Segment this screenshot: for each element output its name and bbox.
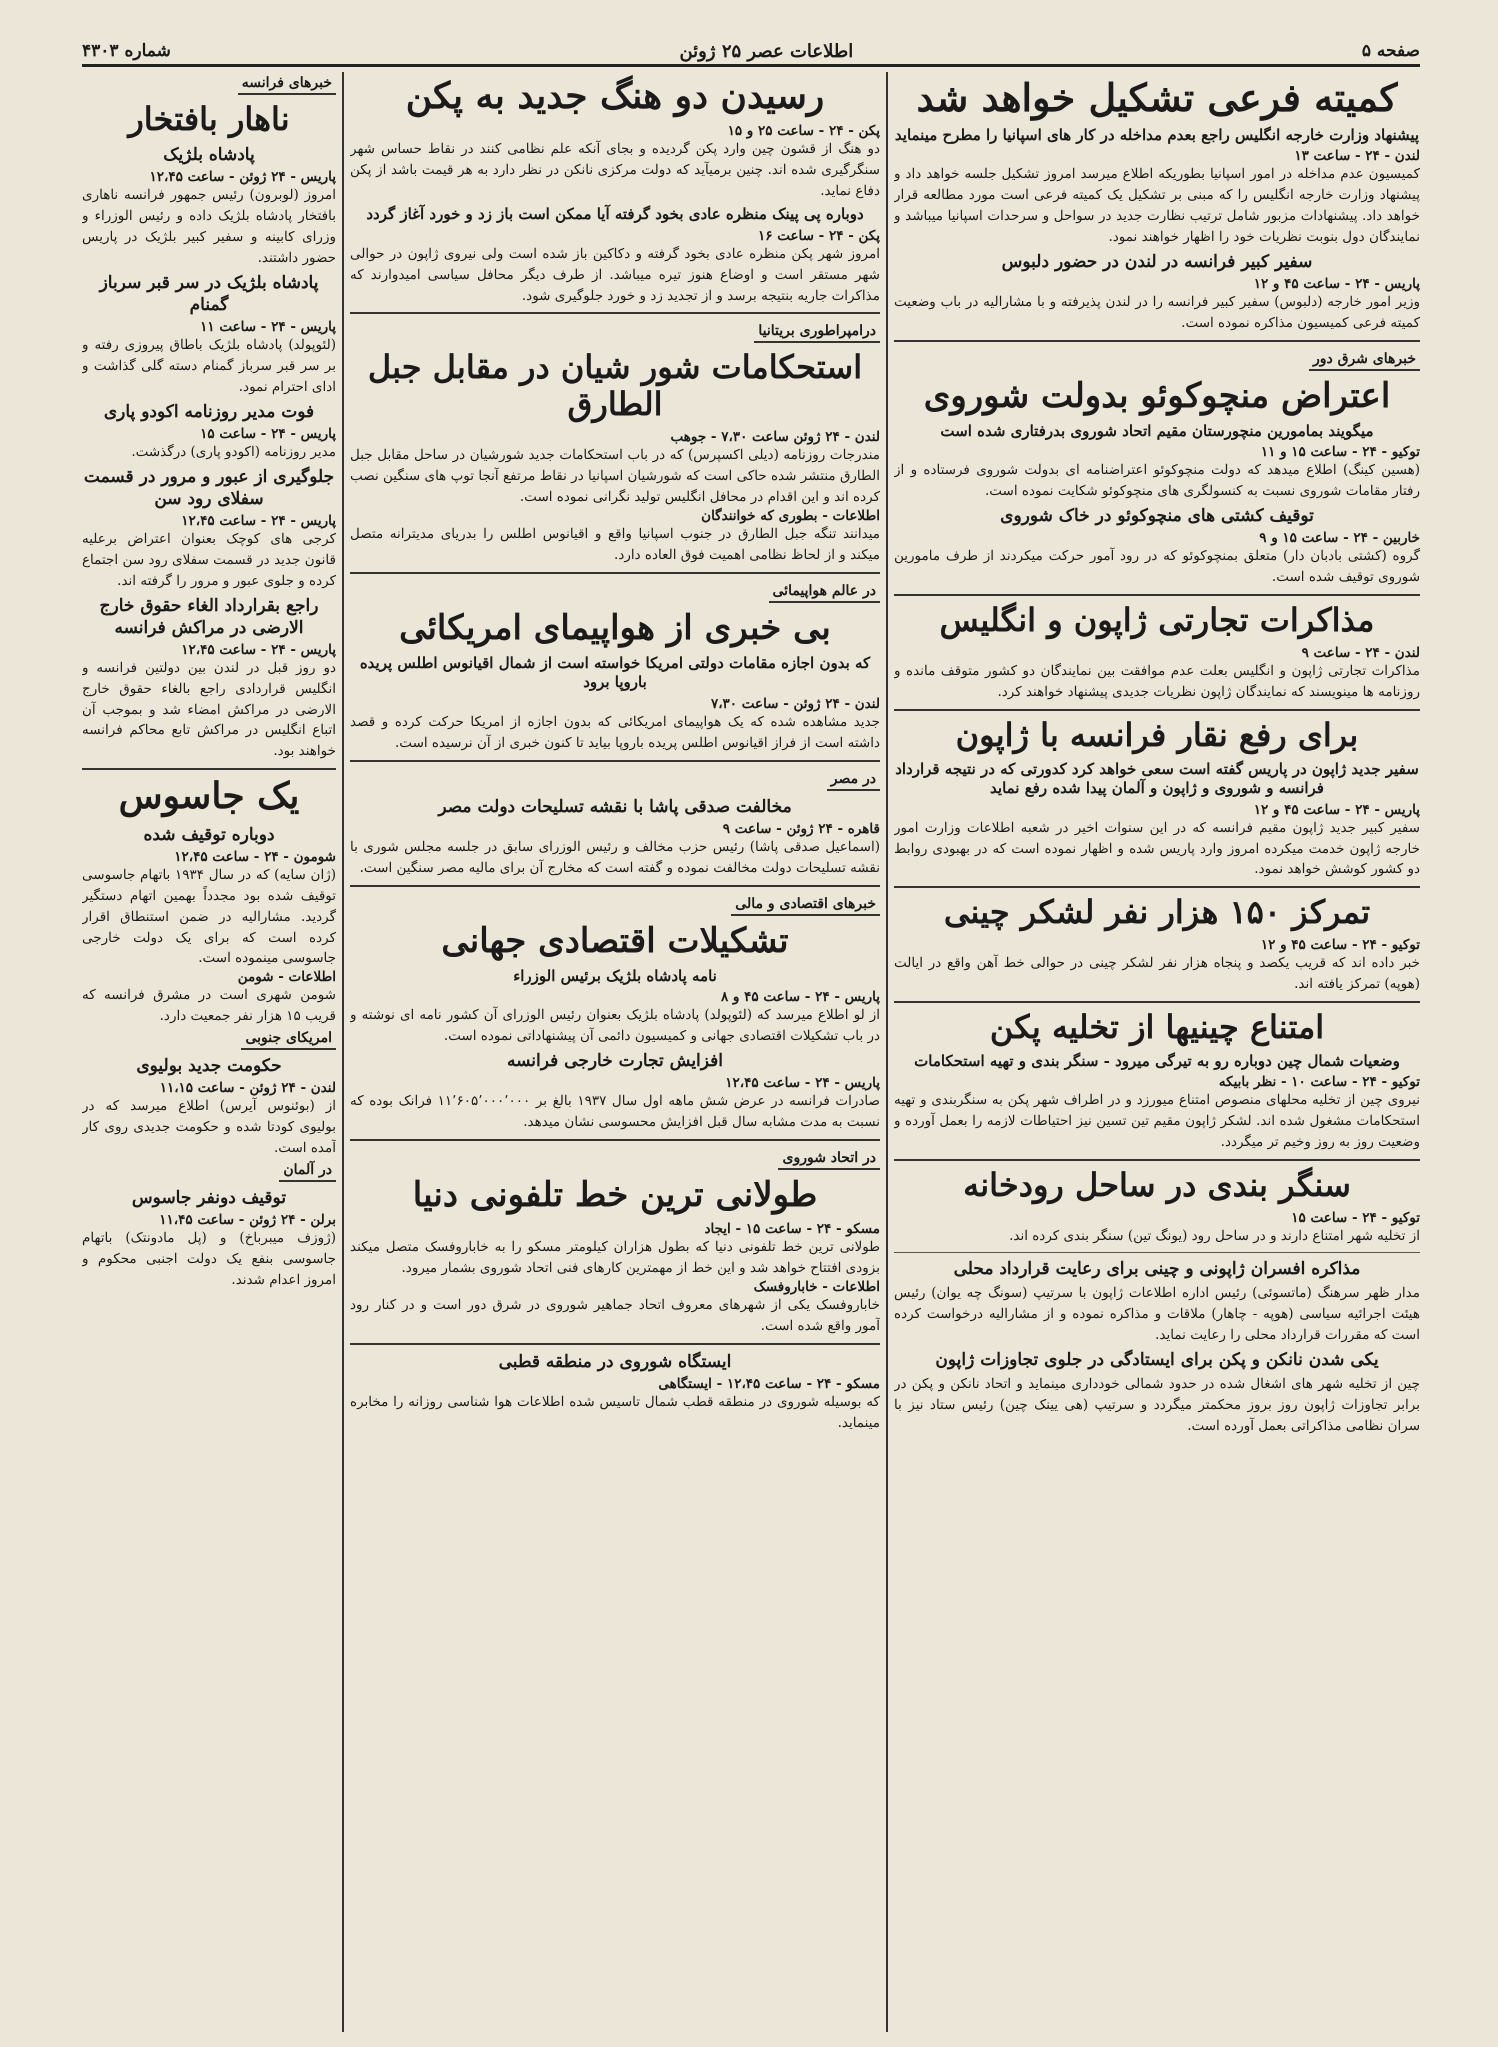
dateline: پاریس - ۲۴ - ساعت ۱۲،۴۵	[181, 641, 336, 658]
subhead: که بدون اجازه مقامات دولتی امریکا خواسته است از شمال اقیانوس اطلس پریده باروپا برود	[359, 653, 871, 692]
subhead: پیشنهاد وزارت خارجه انگلیس راجع بعدم مداخله در کار های اسپانیا را مطرح مینماید	[894, 125, 1420, 144]
headline: طولانی ترین خط تلفونی دنیا	[412, 1174, 818, 1215]
headline: مذاکرات تجارتی ژاپون و انگلیس	[939, 601, 1375, 640]
section-kicker: امریکای جنوبی	[241, 1030, 336, 1050]
note-head: اطلاعات - بطوری که خوانندگان	[701, 507, 880, 524]
subhead: راجع بقرارداد الغاء حقوق خارج الارضی در مراکش فرانسه	[99, 595, 319, 638]
column-divider	[886, 72, 888, 2032]
article-body: (ژان سایه) که در سال ۱۹۳۴ باتهام جاسوسی توقیف شده بود مجدداً بهمین اتهام دستگیر گردید. مشارالیه در ضمن استنطاق اقرار کرده است که برای یک دولت خارجی جاسوسی مینموده است.	[82, 866, 336, 967]
headline: ناهار بافتخار	[128, 100, 290, 138]
subhead: ایستگاه شوروی در منطقه قطبی	[498, 1351, 732, 1372]
section-rule	[894, 886, 1420, 888]
section-rule	[350, 1343, 880, 1345]
column-right	[894, 72, 1420, 2040]
article-body: از (بوئنوس آیرس) اطلاع میرسد که در بولیوی کودتا شده و حکومت جدیدی روی کار آمده است.	[82, 1098, 336, 1157]
dateline: پاریس - ۲۴ - ساعت ۱۲،۴۵	[725, 1075, 880, 1092]
subhead: فوت مدیر روزنامه اکودو پاری	[103, 401, 315, 422]
dateline: شومون - ۲۴ - ساعت ۱۲،۴۵	[174, 848, 336, 865]
subhead: توقیف کشتی های منچوکوئو در خاک شوروی	[1000, 506, 1314, 527]
section-kicker: در مصر	[827, 771, 880, 791]
article-body: کرجی های کوچک بعنوان اعتراض برعلیه قانون جدید در قسمت سفلای رود سن اجتماع کرده و جلوی عبور و مرور را گرفته اند.	[82, 530, 336, 589]
section-rule	[894, 1252, 1420, 1253]
dateline: پاریس - ۲۴ - ساعت ۴۵ و ۸	[720, 989, 880, 1006]
subhead: جلوگیری از عبور و مرور در قسمت سفلای رود سن	[83, 466, 335, 509]
column-left	[82, 72, 336, 2040]
headline: اعتراض منچوکوئو بدولت شوروی	[923, 375, 1391, 416]
section-kicker: در عالم هواپیمائی	[769, 583, 881, 603]
subhead: سفیر کبیر فرانسه در لندن در حضور دلبوس	[1001, 251, 1313, 272]
article-body: دو هنگ از قشون چین وارد پکن گردیده و بجای آنکه علم نظامی کنند در نقاط حساس شهر سنگرگیری شده اند. چنین برمیآید که دولت مرکزی نانکن در نظر دارد به هر قیمت باشد از پکن دفاع نماید.	[350, 141, 880, 200]
article-body: امروز شهر پکن منظره عادی بخود گرفته و دکاکین باز شده است ولی نیروی ژاپون در حوالی شهر مستقر است و اوضاع هنوز تیره میباشد. از طرف دیگر محافل سیاسی امیدوارند که مذاکرات جاریه بنتیجه برسد و از تجدید زد و خورد جلوگیری شود.	[350, 245, 880, 304]
article-body: چین از تخلیه شهر های اشغال شده در حدود شمالی خودداری مینماید و اتحاد نانکن و پکن در برابر تجاوزات ژاپون روز بروز محکمتر میگردد و سرتیپ (هی یینک چین) رئیس ستاد نیز با سران نظامی مذاکراتی بعمل آورده است.	[894, 1375, 1420, 1434]
subhead: سفیر جدید ژاپون در پاریس گفته است سعی خواهد کرد کدورتی که در نتیجه قرارداد فرانسه و شوروی و ژاپون و آلمان پیدا شده رفع نماید	[895, 759, 1419, 798]
subhead: مذاکره افسران ژاپونی و چینی برای رعایت قرارداد محلی	[953, 1258, 1361, 1279]
dateline: پاریس - ۲۴ ژوئن - ساعت ۱۲،۴۵	[149, 168, 336, 185]
article-body: (اسماعیل صدقی پاشا) رئیس حزب مخالف و رئیس الوزرای سابق در جلسه مجلس شوری با نقشه تسلیحات دولت مخالفت نموده و گفته است که مخارج آن برای مالیه مصر سنگین است.	[350, 838, 880, 876]
article-body: مدیر روزنامه (اکودو پاری) درگذشت.	[131, 443, 336, 460]
dateline: پکن - ۲۴ - ساعت ۱۶	[758, 227, 880, 244]
article-body: (هسین کینگ) اطلاع میدهد که دولت منچوکوئو اعتراضنامه ای بدولت شوروی فرستاده و از رفتار مقامات شوروی نسبت به کنسولگری های منچوکوئو شکایت نموده است.	[894, 462, 1420, 500]
dateline: پکن - ۲۴ - ساعت ۲۵ و ۱۵	[727, 123, 880, 140]
article-body: کمیسیون عدم مداخله در امور اسپانیا بطوریکه اطلاع میرسد امروز تشکیل جلسه خواهد داد و پیشنهاد وزارت خارجه انگلیس را که مبنی بر تشکیل یک کمیته فرعی است مورد مطالعه قرار خواهد داد. پیشنهادات مزبور شامل ترتیب نظارت جدید در سواحل و سرحدات اسپانیا میباشد و نمایندگان دول بنوبت نظریات خود را اظهار خواهند نمود.	[894, 166, 1420, 245]
dateline: پاریس - ۲۴ - ساعت ۱۵	[200, 425, 336, 442]
headline: کمیته فرعی تشکیل خواهد شد	[916, 75, 1398, 120]
section-rule	[350, 760, 880, 762]
section-kicker: خبرهای فرانسه	[238, 75, 336, 95]
dateline: پاریس - ۲۴ - ساعت ۱۲،۴۵	[181, 512, 336, 529]
article-body: مذاکرات تجارتی ژاپون و انگلیس بعلت عدم موافقت بین نمایندگان دو کشور متوقف مانده و روزنامه ها مینویسند که نمایندگان ژاپون نظریات جدیدی پیشنهاد خواهند کرد.	[894, 662, 1420, 700]
subhead: نامه پادشاه بلژیک برئیس الوزراء	[513, 966, 717, 985]
subhead: دوباره توقیف شده	[143, 824, 275, 845]
headline: رسیدن دو هنگ جدید به پکن	[405, 75, 825, 117]
headline: یک جاسوس	[118, 775, 300, 818]
subhead: پادشاه بلژیک در سر قبر سرباز گمنام	[99, 272, 319, 315]
headline: سنگر بندی در ساحل رودخانه	[963, 1166, 1351, 1205]
article-body: خبر داده اند که قریب یکصد و پنجاه هزار نفر لشکر چینی در حوالی خط آهن واقع در ایالت (هوپه) تمرکز یافته اند.	[894, 955, 1420, 993]
dateline: پاریس - ۲۴ - ساعت ۴۵ و ۱۲	[1253, 275, 1420, 292]
section-rule	[350, 572, 880, 574]
subhead: میگویند بمامورین منچورستان مقیم اتحاد شوروی بدرفتاری شده است	[940, 421, 1374, 440]
headline: استحکامات شور شیان در مقابل جبل الطارق	[367, 348, 863, 424]
article-body: از تخلیه شهر امتناع دارند و در ساحل رود (یونگ تین) سنگر بندی کرده اند.	[1009, 1227, 1420, 1244]
article-body: صادرات فرانسه در عرض شش ماهه اول سال ۱۹۳۷ بالغ بر ۱۱٬۶۰۵٬۰۰۰٬۰۰۰ فرانک بوده که نسبت به مدت مشابه سال قبل افزایش محسوسی نشان میدهد.	[350, 1093, 880, 1130]
section-rule	[894, 594, 1420, 596]
section-rule	[82, 768, 336, 770]
subhead: حکومت جدید بولیوی	[136, 1056, 282, 1077]
dateline: قاهره - ۲۴ ژوئن - ساعت ۹	[722, 820, 880, 837]
dateline: توکیو - ۲۴ - ساعت ۴۵ و ۱۲	[1260, 937, 1420, 954]
subhead: پادشاه بلژیک	[163, 144, 255, 165]
article-body: جدید مشاهده شده که یک هواپیمای امریکائی که بدون اجازه از امریکا حرکت کرده و قصد داشته است از فراز اقیانوس اطلس پریده باروپا بیاید تا کنون خبری از آن نرسیده است.	[350, 713, 880, 751]
dateline: پاریس - ۲۴ - ساعت ۴۵ و ۱۲	[1253, 801, 1420, 818]
headline: تمرکز ۱۵۰ هزار نفر لشکر چینی	[943, 893, 1371, 932]
dateline: توکیو - ۲۴ - ساعت ۱۰ - نظر بابیکه	[1218, 1074, 1420, 1091]
subhead: یکی شدن نانکن و پکن برای ایستادگی در جلوی تجاوزات ژاپون	[935, 1349, 1379, 1370]
section-kicker: درامپراطوری بریتانیا	[754, 323, 880, 343]
article-body: (ژوزف میبرباخ) و (پل مادونتک) باتهام جاسوسی بنفع یک دولت اجنبی محکوم و امروز اعدام شدند.	[82, 1230, 336, 1289]
column-middle	[350, 72, 880, 2040]
subhead: دوباره پی پینک منظره عادی بخود گرفته آیا ممکن است باز زد و خورد آغاز گردد	[366, 205, 864, 224]
section-rule	[894, 340, 1420, 342]
paper-date: اطلاعات عصر ۲۵ ژوئن	[679, 40, 854, 62]
article-body: دو روز قبل در لندن بین دولتین فرانسه و انگلیس قراردادی راجع بالغاء حقوق خارج الارضی در مراکش امضاء شد و بموجب آن اتباع انگلیس در مراکش تابع محاکم فرانسه خواهند بود.	[82, 659, 336, 760]
article-body: نیروی چین از تخلیه محلهای منصوص امتناع میورزد و در اطراف شهر پکن به سنگربندی و تهیه استحکامات مشغول شده اند. لشکر ژاپون مقیم تین تسین نیز احتیاطات لازمه را بعمل آورده و وضعیت روز به روز وخیم تر میگردد.	[894, 1092, 1420, 1151]
headline: برای رفع نقار فرانسه با ژاپون	[955, 715, 1359, 754]
dateline: برلن - ۲۴ ژوئن - ساعت ۱۱،۴۵	[159, 1212, 336, 1229]
subhead: مخالفت صدقی پاشا با نقشه تسلیحات دولت مصر	[438, 796, 792, 817]
section-kicker: خبرهای اقتصادی و مالی	[731, 896, 880, 916]
dateline: توکیو - ۲۴ - ساعت ۱۵	[1291, 1209, 1420, 1226]
article-body: امروز (لوبرون) رئیس جمهور فرانسه ناهاری بافتخار پادشاه بلژیک داده و رئیس الوزراء و وزرای کابینه و سفیر کبیر بلژیک در پاریس حضور داشتند.	[82, 186, 336, 266]
dateline: خاربین - ۲۴ - ساعت ۱۵ و ۹	[1259, 530, 1420, 547]
article-body: گروه (کشتی بادبان دار) متعلق بمنچوکوئو که در رود آمور حرکت میکردند از طرف مامورین شوروی توقیف شده است.	[894, 548, 1420, 586]
dateline: توکیو - ۲۴ - ساعت ۱۵ و ۱۱	[1260, 444, 1420, 461]
article-body: خاباروفسک یکی از شهرهای معروف اتحاد جماهیر شوروی در شرق دور است و در کنار رود آمور واقع شده است.	[350, 1296, 880, 1334]
subhead: افزایش تجارت خارجی فرانسه	[506, 1050, 724, 1071]
headline: تشکیلات اقتصادی جهانی	[441, 920, 789, 961]
article-body: وزیر امور خارجه (دلبوس) سفیر کبیر فرانسه را در لندن پذیرفته و با مشارالیه در باب وضعیت کمیته فرعی کمیسیون مذاکره نموده است.	[894, 293, 1420, 331]
section-rule	[350, 885, 880, 887]
article-body: شومن شهری است در مشرق فرانسه که قریب ۱۵ هزار نفر جمعیت دارد.	[82, 987, 336, 1025]
note-head: اطلاعات - شومن	[237, 969, 336, 986]
article-body: (لئوپولد) پادشاه بلژیک باطاق پیروزی رفته و بر سر قبر سرباز گمنام دسته گلی گذاشت و ادای احترام نمود.	[82, 336, 336, 395]
headline: امتناع چینیها از تخلیه پکن	[989, 1008, 1325, 1047]
dateline: لندن - ۲۴ - ساعت ۹	[1301, 644, 1420, 661]
section-kicker: در آلمان	[279, 1162, 336, 1182]
dateline: لندن - ۲۴ ژوئن - ساعت ۷،۳۰	[710, 695, 880, 712]
section-rule	[894, 1159, 1420, 1161]
section-rule	[350, 312, 880, 314]
issue-number: شماره ۴۳۰۳	[82, 41, 171, 61]
headline: بی خبری از هواپیمای امریکائی	[399, 607, 831, 648]
masthead-rule	[82, 64, 1420, 67]
section-kicker: در اتحاد شوروی	[778, 1150, 880, 1170]
note-head: اطلاعات - خاباروفسک	[753, 1278, 880, 1295]
page-label: صفحه ۵	[1361, 41, 1420, 61]
article-body: طولانی ترین خط تلفونی دنیا که بطول هزاران کیلومتر مسکو را به خاباروفسک متصل میکند بزودی افتتاح خواهد شد و این خط از مهمترین کارهای فنی اتحاد شوروی بشمار میرود.	[350, 1238, 880, 1276]
section-kicker: خبرهای شرق دور	[1309, 351, 1420, 371]
section-rule	[350, 1139, 880, 1141]
article-body: مندرجات روزنامه (دیلی اکسپرس) که در باب استحکامات جدید شورشیان در ساحل مقابل جبل الطارق منتشر شده حاکی است که شورشیان اسپانیا در نقاط مرتفع آنجا توپ های سنگین نصب کرده اند و این اقدام در محافل انگلیس تولید نگرانی نموده است.	[350, 447, 880, 505]
dateline: لندن - ۲۴ ژوئن ساعت ۷،۳۰ - جوهب	[670, 429, 880, 446]
article-body: سفیر کبیر جدید ژاپون مقیم فرانسه که در این سنوات اخیر در شعبه اطلاعات وزارت امور خارجه ژاپون خدمت میکرده امروز وارد پاریس شده و اظهار نموده است که در بهبودی روابط دو کشور کوشش خواهد نمود.	[894, 819, 1420, 878]
section-rule	[894, 709, 1420, 711]
section-rule	[894, 1001, 1420, 1003]
dateline: لندن - ۲۴ ژوئن - ساعت ۱۱،۱۵	[159, 1080, 336, 1097]
dateline: پاریس - ۲۴ - ساعت ۱۱	[200, 318, 336, 335]
article-body: مدار ظهر سرهنگ (ماتسوئی) رئیس اداره اطلاعات ژاپون با سرتیپ (سونگ چه یوان) رئیس هیئت اجرائیه سیاسی (هوپه - چاهار) ملاقات و مذاکره نموده و از مشارالیه درخواست کرده است که مقررات قرارداد محلی را رعایت نماید.	[894, 1284, 1420, 1343]
article-body: میدانند تنگه جبل الطارق در جنوب اسپانیا واقع و اقیانوس اطلس را بدریای مدیترانه متصل میکند و از لحاظ نظامی اهمیت فوق العاده دارد.	[350, 525, 880, 563]
subhead: توقیف دونفر جاسوس	[131, 1188, 287, 1209]
article-body: از لو اطلاع میرسد که (لئوپولد) پادشاه بلژیک بعنوان رئیس الوزرای آن کشور نامه ای نوشته و در باب تشکیلات اقتصادی جهانی و کمیسیون دائمی آن پیشنهاداتی نموده است.	[350, 1007, 880, 1045]
masthead	[82, 38, 1420, 64]
column-divider	[342, 72, 344, 2032]
subhead: وضعیات شمال چین دوباره رو به تیرگی میرود - سنگر بندی و تهیه استحکامات	[914, 1051, 1400, 1070]
dateline: لندن - ۲۴ - ساعت ۱۳	[1294, 148, 1420, 165]
article-body: که بوسیله شوروی در منطقه قطب شمال تاسیس شده اطلاعات هوا شناسی روزانه را مخابره مینماید.	[350, 1393, 880, 1431]
dateline: مسکو - ۲۴ - ساعت ۱۵ - ایجاد	[704, 1220, 880, 1237]
dateline: مسکو - ۲۴ - ساعت ۱۲،۴۵ - ایستگاهی	[658, 1375, 880, 1392]
